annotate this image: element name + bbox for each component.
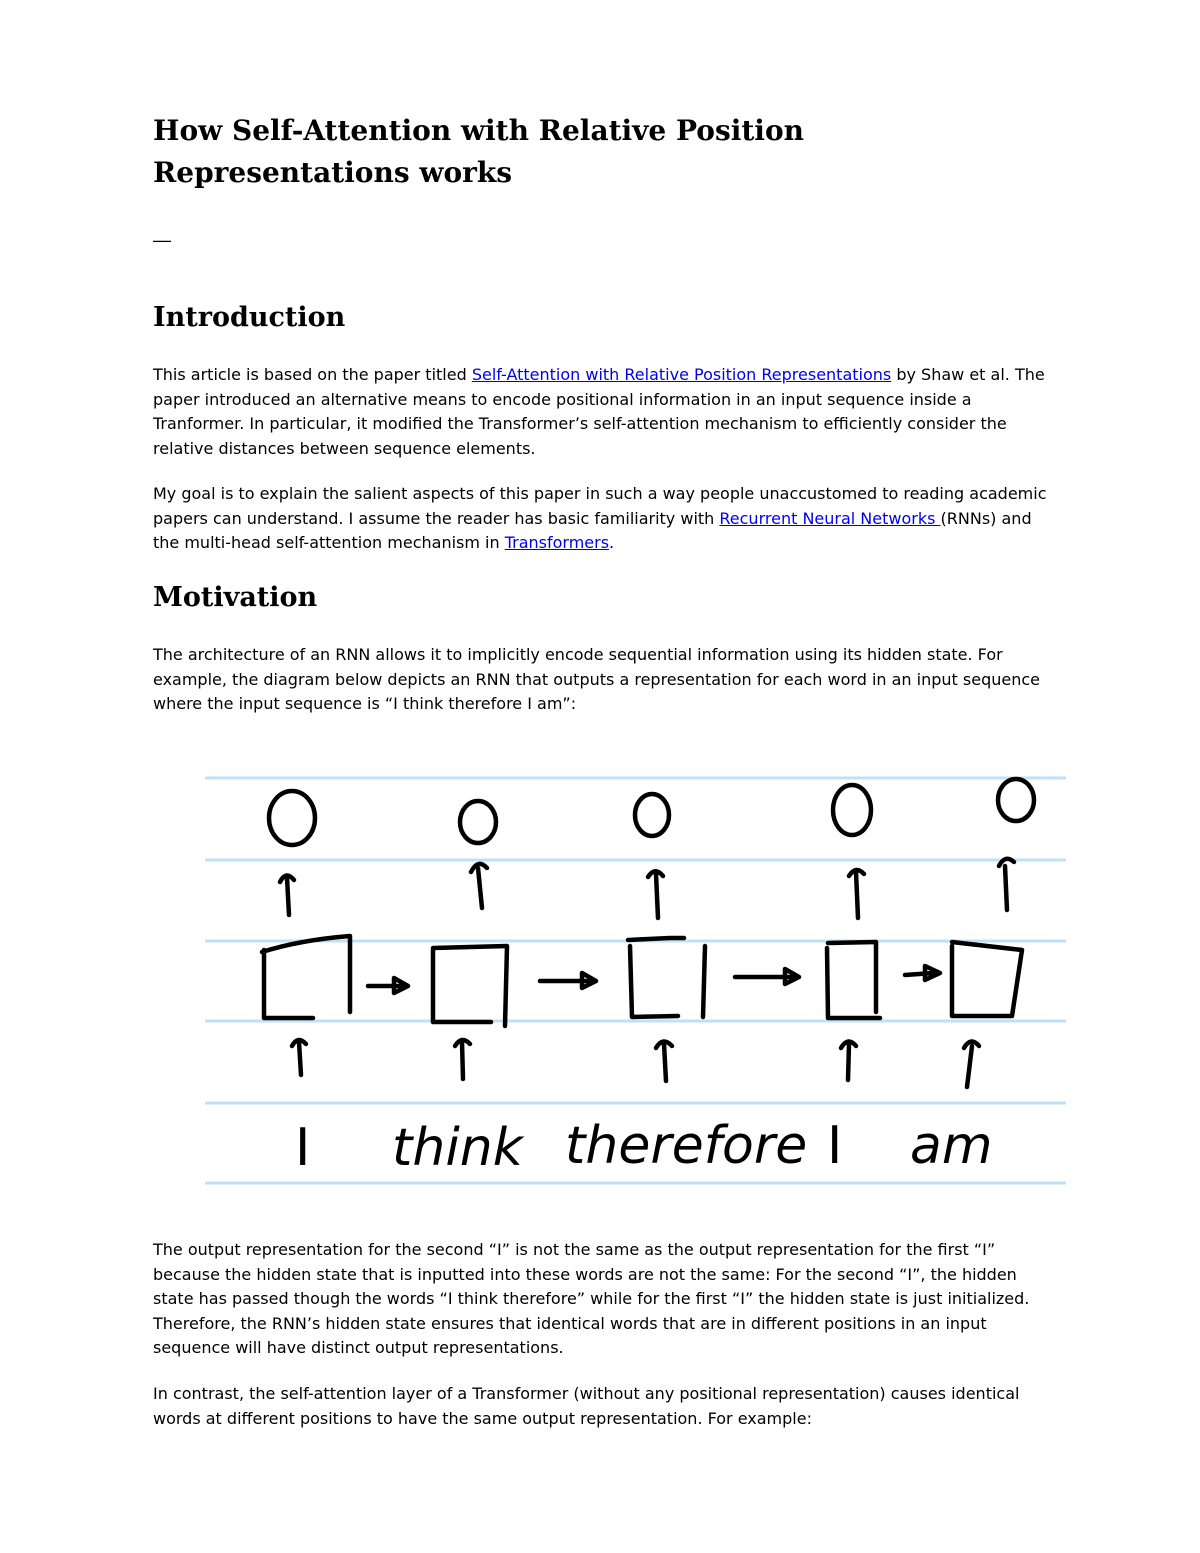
- input-word-2: think: [392, 1118, 523, 1178]
- hidden-state-boxes: [262, 936, 1022, 1026]
- output-circle-1: [269, 791, 315, 845]
- input-word-5: am: [910, 1116, 993, 1176]
- lower-arrow-2: [455, 1040, 470, 1079]
- article-title: How Self-Attention with Relative Position Representations works: [153, 114, 804, 189]
- upper-arrow-5: [999, 859, 1014, 910]
- recurrent-arrow-1: [368, 978, 408, 993]
- input-word-3: therefore: [565, 1116, 808, 1176]
- output-circle-4: [833, 785, 871, 835]
- input-word-4: I: [827, 1116, 843, 1176]
- input-words: [295, 1116, 993, 1178]
- upper-arrow-2: [471, 864, 487, 908]
- heading-motivation: Motivation: [153, 582, 318, 613]
- intro-paragraph-2: [153, 482, 1053, 556]
- lower-arrow-1: [292, 1040, 306, 1075]
- intro-p1-text-before: This article is based on the paper titled: [153, 365, 472, 384]
- recurrent-arrows: [368, 966, 940, 993]
- motivation-paragraph-1: The architecture of an RNN allows it to implicitly encode sequential information using its hidden state. For example, the diagram below depicts an RNN that outputs a representation for each word in an input sequence where the input sequence is “I think therefore I am”:: [153, 645, 1040, 713]
- output-circle-2: [460, 801, 496, 843]
- recurrent-arrow-2: [540, 973, 596, 988]
- recurrent-arrow-3: [735, 969, 799, 984]
- heading-introduction: Introduction: [153, 302, 346, 333]
- intro-paragraph-1: [153, 363, 1053, 461]
- transformers-link[interactable]: Transformers: [504, 533, 610, 552]
- lower-arrow-5: [964, 1041, 979, 1087]
- upper-arrow-4: [849, 870, 864, 918]
- upper-arrow-1: [280, 875, 294, 915]
- motivation-paragraph-3: In contrast, the self-attention layer of a Transformer (without any positional representation) causes identical words at different positions to have the same output representation. For example:: [153, 1384, 1020, 1428]
- lower-arrow-3: [656, 1041, 672, 1081]
- intro-p2-text-before: My goal is to explain the salient aspects of this paper in such a way people unaccustomed to reading academic papers can understand. I assume the reader has basic familiarity with: [153, 484, 1047, 528]
- output-circle-3: [635, 794, 669, 836]
- output-circles: [269, 779, 1034, 845]
- intro-p2-text-middle: (RNNs) and the multi-head self-attention mechanism in: [153, 508, 1032, 552]
- upper-arrows: [280, 859, 1014, 918]
- rnn-diagram-drawing: [200, 770, 1070, 1195]
- intro-p1-text-after: by Shaw et al. The paper introduced an alternative means to encode positional information in an input sequence inside a Tranformer. In particular, it modified the Transformer’s self-attention mechanism to efficiently consider the relative distances between sequence elements.: [153, 365, 1045, 458]
- hidden-box-3: [628, 938, 705, 1017]
- input-word-1: I: [295, 1118, 311, 1178]
- recurrent-arrow-4: [905, 966, 940, 980]
- lower-arrows: [292, 1040, 979, 1087]
- paper-link[interactable]: Self-Attention with Relative Position Representations: [471, 365, 892, 384]
- hidden-box-4: [827, 942, 880, 1018]
- hidden-box-1: [262, 936, 350, 1018]
- rnn-link[interactable]: Recurrent Neural Networks: [719, 508, 941, 528]
- section-divider: —: [153, 230, 171, 250]
- upper-arrow-3: [648, 871, 663, 918]
- motivation-paragraph-2: The output representation for the second “I” is not the same as the output representation for the first “I” because the hidden state that is inputted into these words are not the same: For the second “I”, the hidden state has passed though the words “I think therefore” while for the first “I” the hidden state is just initialized. Therefore, the RNN’s hidden state ensures that identical words that are in different positions in an input sequence will have distinct output representations.: [153, 1240, 1030, 1357]
- hidden-box-2: [433, 946, 507, 1026]
- lower-arrow-4: [841, 1041, 856, 1080]
- rnn-diagram: [200, 770, 1070, 1195]
- hidden-box-5: [952, 942, 1022, 1016]
- output-circle-5: [998, 779, 1034, 821]
- intro-p2-text-after: .: [609, 533, 615, 552]
